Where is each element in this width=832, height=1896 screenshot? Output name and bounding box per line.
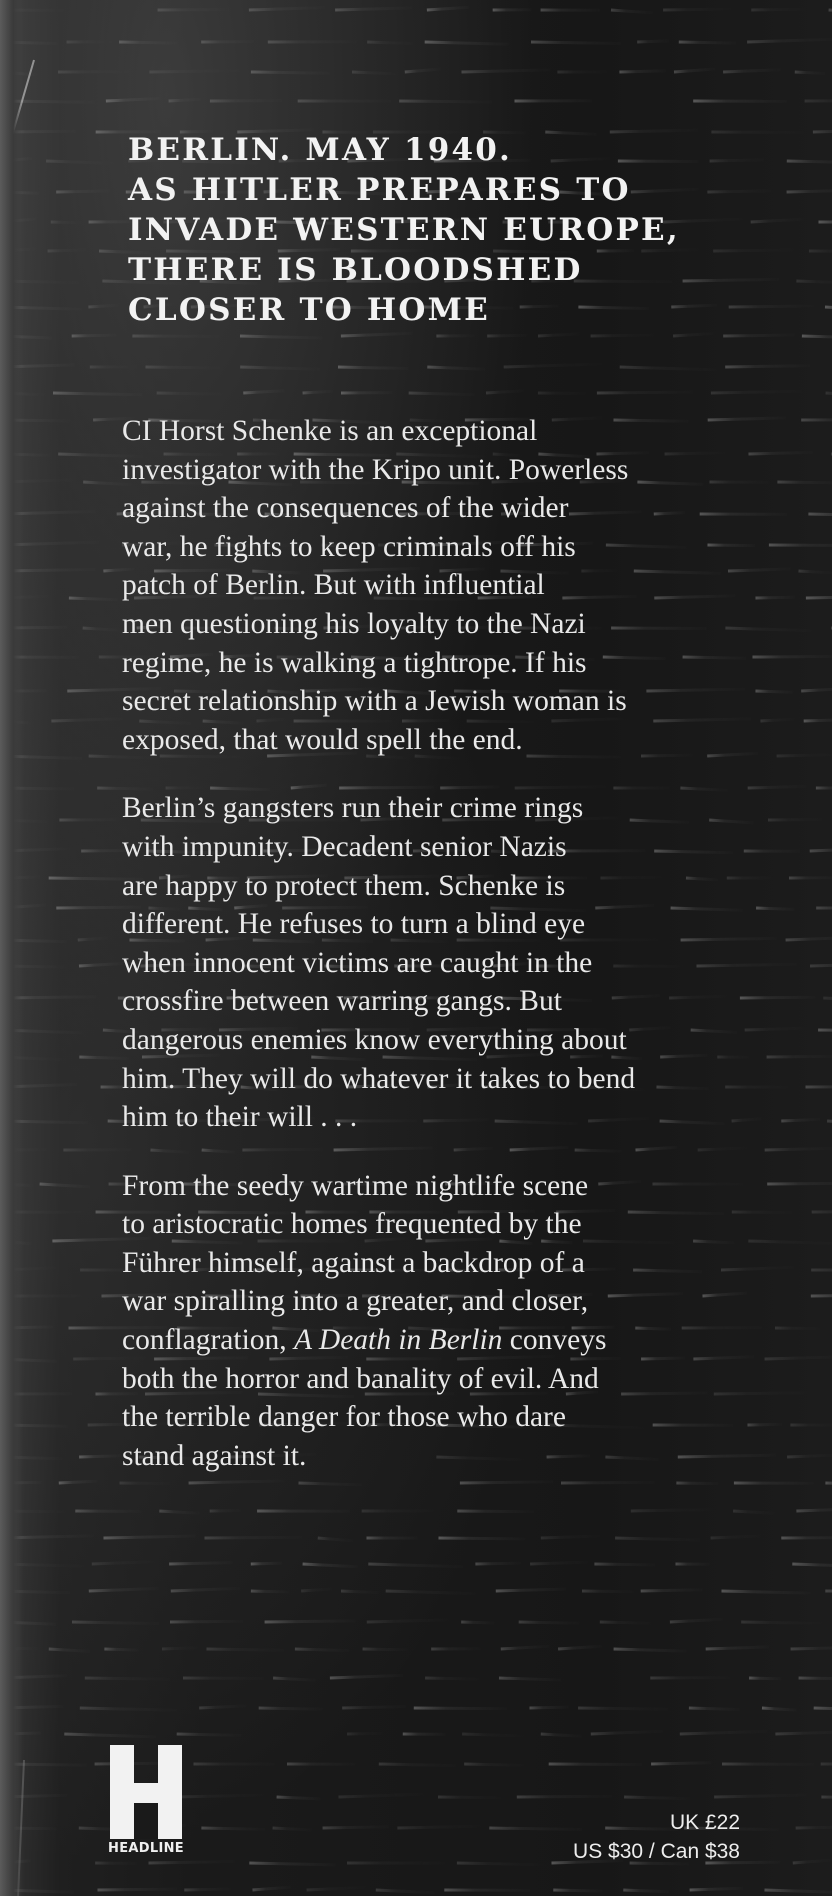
brick-mortar-line [104,1649,138,1650]
brick-mortar-line [673,333,715,336]
brick-mortar-line [765,1890,832,1893]
brick-mortar-line [98,1889,178,1890]
brick-mortar-line [464,1764,525,1765]
brick-mortar-line [767,1183,832,1184]
brick-mortar-line [689,1708,740,1710]
brick-mortar-line [425,42,509,44]
brick-mortar-line [810,849,832,852]
brick-mortar-line [787,190,832,192]
brick-mortar-line [806,1086,832,1087]
brick-mortar-line [795,72,826,74]
brick-mortar-line [159,1511,199,1513]
brick-mortar-line [339,1794,425,1797]
brick-mortar-line [558,1646,602,1649]
brick-mortar-line [812,1211,832,1212]
brick-mortar-line [714,1795,810,1797]
brick-mortar-line [240,336,323,338]
brick-mortar-line [78,938,108,940]
blurb-line: stand against it. [122,1439,307,1472]
blurb [122,412,762,1505]
brick-mortar-line [72,335,117,336]
brick-mortar-line [825,1590,832,1591]
brick-mortar-line [457,1863,543,1865]
brick-mortar-line [801,420,832,421]
brick-mortar-line [59,1481,98,1483]
brick-mortar-line [53,393,142,395]
brick-mortar-line [804,720,832,721]
brick-mortar-line [624,1797,690,1799]
brick-mortar-line [538,393,587,394]
brick-mortar-line [397,1826,482,1828]
brick-mortar-line [158,10,229,11]
brick-mortar-line [799,571,832,573]
publisher-logo [106,1745,186,1856]
brick-mortar-line [496,1589,566,1591]
brick-mortar-line [631,1510,713,1511]
brick-mortar-line [769,545,832,546]
brick-mortar-line [711,391,802,393]
brick-mortar-line [51,719,123,721]
blurb-line [122,1321,762,1360]
brick-mortar-line [489,1828,582,1830]
brick-mortar-line [501,1646,550,1649]
brick-mortar-line [637,41,669,42]
blurb-paragraph-3 [122,1167,762,1476]
brick-mortar-line [341,1591,380,1593]
brick-mortar-line [104,1536,196,1538]
blurb-line: him. They will do whatever it takes to bend [122,1062,636,1095]
brick-mortar-line [765,1148,832,1150]
blurb-line: regime, he is walking a tightrope. If his [122,646,587,679]
brick-mortar-line [253,1887,291,1890]
brick-mortar-line [80,1708,178,1710]
brick-mortar-line [775,1328,821,1329]
brick-mortar-line [405,69,441,72]
blurb-line: secret relationship with a Jewish woman is [122,685,627,718]
brick-mortar-line [747,39,832,42]
brick-mortar-line [620,367,718,370]
brick-mortar-line [427,367,485,369]
brick-mortar-line [249,8,325,11]
price-uk: UK £22 [669,1811,740,1834]
brick-mortar-line [768,820,824,821]
brick-mortar-line [487,335,527,336]
brick-mortar-line [814,1708,832,1710]
brick-mortar-line [641,1590,703,1591]
blurb-line: with impunity. Decadent senior Nazis [122,830,567,863]
brick-mortar-line [538,334,580,336]
brick-mortar-line [318,1538,353,1541]
brick-mortar-line [376,1890,435,1893]
brick-mortar-line [825,1483,832,1484]
brick-mortar-line [504,364,603,367]
brick-mortar-line [51,222,81,223]
brick-mortar-line [207,1649,285,1650]
brick-mortar-line [541,1536,601,1538]
brick-mortar-line [414,1708,507,1709]
brick-mortar-line [251,72,331,73]
brick-mortar-line [611,10,653,13]
brick-mortar-line [597,392,693,393]
brick-mortar-line [367,42,414,44]
brick-mortar-line [801,688,832,691]
brick-mortar-line [765,1357,832,1360]
blurb-line: investigator with the Kripo unit. Powerless [122,453,629,486]
blurb-line: Berlin’s gangsters run their crime rings [122,792,584,825]
brick-mortar-line [623,1890,668,1892]
brick-mortar-line [157,393,225,394]
brick-mortar-line [777,755,832,756]
brick-mortar-line [251,1591,290,1592]
headline-line: INVADE WESTERN EUROPE, [128,212,680,248]
brick-mortar-line [88,305,119,307]
brick-mortar-line [323,1827,390,1828]
brick-mortar-line [751,9,806,10]
brick-mortar-line [792,1564,832,1567]
brick-mortar-line [367,1620,449,1622]
brick-mortar-line [330,1675,403,1678]
brick-mortar-line [48,250,86,251]
headline-h-logo-icon [106,1745,186,1839]
brick-mortar-line [177,1734,242,1735]
brick-mortar-line [578,1708,668,1709]
brick-mortar-line [706,1647,769,1649]
brick-mortar-line [240,367,320,369]
brick-mortar-line [517,1796,612,1797]
blurb-line: are happy to protect them. Schenke is [122,869,566,902]
brick-mortar-line [530,1707,569,1708]
blurb-line: CI Horst Schenke is an exceptional [122,415,538,447]
brick-mortar-line [591,1731,663,1734]
brick-mortar-line [486,391,525,393]
blurb-line: patch of Berlin. But with influential [122,569,545,602]
brick-mortar-line [777,482,832,483]
brick-mortar-line [823,998,832,1001]
brick-mortar-line [821,1797,832,1798]
brick-mortar-line [335,8,412,10]
brick-mortar-line [591,335,655,336]
brick-mortar-line [64,1734,156,1737]
brick-mortar-line [806,596,832,598]
headline-line: AS HITLER PREPARES TO [128,172,631,208]
brick-mortar-line [808,514,832,516]
brick-mortar-line [674,69,716,72]
brick-mortar-line [749,1678,781,1679]
blurb-line: crossfire between warring gangs. But [122,985,562,1018]
blurb-line: exposed, that would spell the end. [122,723,523,756]
brick-mortar-line [146,367,221,368]
brick-mortar-line [802,336,832,338]
brick-mortar-line [175,1795,267,1797]
brick-mortar-line [46,161,115,163]
blurb-line: dangerous enemies know everything about [122,1023,627,1056]
brick-mortar-line [79,1456,122,1457]
blurb-line: war, he fights to keep criminals off his [122,530,576,563]
brick-mortar-line [725,366,810,367]
brick-mortar-line [762,1708,796,1710]
brick-mortar-line [461,1622,495,1623]
brick-mortar-line [342,1707,406,1709]
brick-mortar-line [733,1511,776,1513]
brick-mortar-line [796,1827,832,1828]
brick-mortar-line [619,71,665,72]
brick-mortar-line [679,42,737,43]
blurb-line: the terrible danger for those who dare [122,1401,566,1434]
headline-line: CLOSER TO HOME [128,292,490,328]
brick-mortar-line [799,1678,832,1679]
brick-mortar-line [796,1509,832,1512]
book-title: A Death in Berlin [294,1324,503,1357]
brick-mortar-line [457,1511,534,1512]
brick-mortar-line [439,1538,526,1539]
blurb-line: different. He refuses to turn a blind eye [122,908,586,941]
brick-mortar-line [338,367,408,369]
brick-mortar-line [796,281,832,283]
brick-mortar-line [386,1591,476,1594]
brick-mortar-line [594,1564,655,1565]
brick-mortar-line [363,1649,408,1650]
brick-mortar-line [40,1184,91,1187]
blurb-line: to aristocratic homes frequented by the [122,1208,582,1241]
brick-mortar-line [723,335,794,336]
brick-mortar-line [265,1621,356,1622]
brick-mortar-line [462,1734,529,1736]
brick-mortar-line [827,1121,832,1124]
brick-mortar-line [205,1537,303,1538]
brick-mortar-line [56,191,109,192]
brick-mortar-line [615,1538,700,1540]
brick-mortar-line [83,628,122,630]
brick-mortar-line [259,1708,323,1709]
blurb-text: conflagration, [122,1324,295,1357]
brick-mortar-line [519,1622,580,1623]
blurb-text: conveys [502,1324,607,1357]
brick-mortar-line [810,963,832,966]
spine-edge-shadow [0,0,22,1896]
brick-mortar-line [249,1863,335,1865]
brick-mortar-line [553,1890,602,1891]
brick-mortar-line [171,1588,240,1591]
brick-mortar-line [427,7,469,10]
blurb-line: against the consequences of the wider [122,492,569,525]
brick-mortar-line [243,391,284,393]
brick-mortar-line [753,657,832,658]
brick-mortar-line [273,1828,313,1830]
brick-mortar-line [690,1888,744,1890]
brick-mortar-line [184,1889,231,1890]
brick-mortar-line [301,1589,333,1591]
brick-mortar-line [170,1621,243,1622]
blurb-line: men questioning his loyalty to the Nazi [122,607,586,640]
brick-mortar-line [787,161,832,163]
brick-mortar-line [818,1030,832,1031]
brick-mortar-line [829,10,832,12]
brick-mortar-line [786,937,832,940]
brick-mortar-line [379,1764,456,1766]
brick-mortar-line [303,391,333,393]
brick-mortar-line [582,1591,634,1592]
blurb-line: Führer himself, against a backdrop of a [122,1246,585,1279]
brick-mortar-line [600,1622,651,1623]
brick-mortar-line [475,1563,521,1564]
brick-mortar-line [303,1564,358,1567]
brick-mortar-line [549,1764,643,1765]
brick-mortar-line [119,42,178,43]
brick-mortar-line [85,1678,170,1679]
headline [128,130,768,330]
brick-mortar-line [352,72,398,74]
brick-mortar-line [149,1862,236,1864]
brick-mortar-line [409,393,475,395]
brick-mortar-line [793,1860,832,1863]
brick-mortar-line [781,1119,820,1121]
brick-mortar-line [169,99,204,101]
brick-mortar-line [368,1564,463,1567]
brick-mortar-line [663,9,731,10]
brick-mortar-line [89,1589,159,1592]
brick-mortar-line [531,42,621,44]
brick-mortar-line [761,719,795,721]
brick-mortar-line [201,1828,265,1829]
brick-mortar-line [162,1648,198,1649]
brick-mortar-line [711,1536,761,1538]
brick-mortar-line [530,1562,588,1564]
brick-mortar-line [106,99,161,102]
blurb-line: From the seedy wartime nightlife scene [122,1169,589,1202]
headline-line: BERLIN. MAY 1940. [128,132,513,168]
brick-mortar-line [199,1706,247,1708]
blurb-line: him to their will . . . [122,1101,358,1134]
blurb-line: war spiralling into a greater, and closer, [122,1285,589,1318]
blurb-paragraph-2 [122,789,762,1136]
brick-mortar-line [79,964,123,967]
price-us-can: US $30 / Can $38 [573,1840,740,1863]
brick-mortar-line [813,131,832,133]
brick-mortar-line [499,1678,561,1680]
brick-mortar-line [811,1295,832,1296]
blurb-paragraph-1 [122,412,762,759]
brick-mortar-line [438,1797,502,1798]
brick-mortar-line [49,1649,90,1651]
brick-mortar-line [791,1647,832,1649]
brick-mortar-line [72,1622,159,1624]
price-block [573,1808,740,1866]
brick-mortar-line [680,1731,768,1734]
brick-mortar-line [277,1797,321,1799]
brick-mortar-line [307,1887,369,1890]
brick-mortar-line [670,1619,723,1622]
brick-mortar-line [149,71,242,72]
brick-mortar-line [462,70,551,72]
brick-mortar-line [273,1678,316,1680]
brick-mortar-line [92,1562,157,1564]
brick-mortar-line [399,101,492,102]
brick-mortar-line [541,1734,582,1736]
brick-mortar-line [787,1455,832,1457]
brick-mortar-line [425,1678,480,1679]
publisher-name: HEADLINE [108,1841,184,1856]
brick-mortar-line [767,1056,832,1057]
brick-mortar-line [251,1563,283,1564]
brick-mortar-line [722,1591,812,1593]
brick-mortar-line [826,393,832,395]
blurb-line: when innocent victims are caught in the [122,946,593,979]
brick-mortar-line [347,1733,383,1734]
brick-mortar-line [825,307,832,310]
brick-mortar-line [69,598,118,600]
brick-mortar-line [341,333,413,336]
brick-mortar-line [723,70,781,72]
blurb-line: both the horror and banality of evil. And [122,1362,599,1395]
headline-line: THERE IS BLOODSHED [128,252,583,288]
brick-mortar-line [169,1563,233,1564]
brick-mortar-line [295,1649,349,1651]
brick-mortar-line [651,1763,711,1764]
brick-mortar-line [614,1649,687,1651]
brick-mortar-line [741,1622,823,1623]
brick-mortar-line [775,1732,832,1734]
